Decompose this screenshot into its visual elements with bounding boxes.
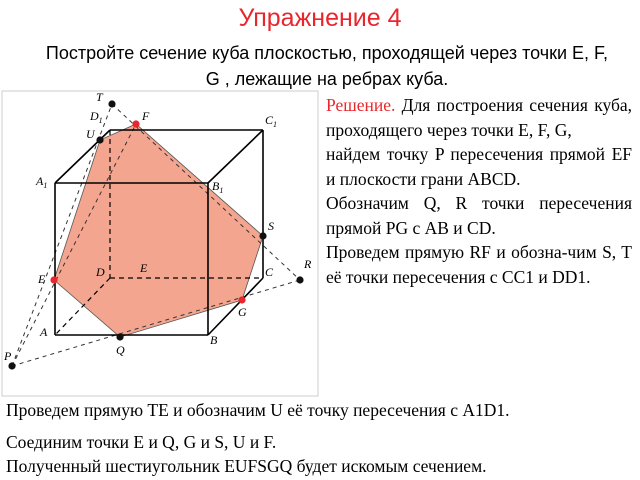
label-G: G xyxy=(238,305,247,319)
label-F: F xyxy=(142,109,150,123)
solution-text xyxy=(326,93,632,289)
cube-section-diagram xyxy=(0,88,322,400)
label-B: B xyxy=(210,333,218,347)
point-E xyxy=(50,276,57,283)
point-T xyxy=(108,100,115,107)
bottom-line-1: Проведем прямую TE и обозначим U её точку пересечения с A1D1. xyxy=(6,400,510,420)
solution-paragraph-3: Обозначим Q, R точки пересечения прямой PG с AB и CD. xyxy=(326,193,632,238)
label-A1: $A_1$ xyxy=(36,174,48,190)
point-Q xyxy=(116,333,123,340)
point-S xyxy=(259,232,266,239)
point-U xyxy=(96,136,103,143)
label-S: S xyxy=(268,219,274,233)
solution-heading: Решение. xyxy=(326,95,396,115)
label-C1: $C_1$ xyxy=(265,113,278,129)
exercise-title: Упражнение 4 xyxy=(238,4,402,32)
label-D: D xyxy=(96,265,105,279)
label-D1: $D_1$ xyxy=(90,109,103,125)
label-Q: Q xyxy=(116,343,125,357)
label-C: C xyxy=(265,265,274,279)
task-line-1: Постройте сечение куба плоскостью, проходящей через точки E, F, xyxy=(45,43,609,63)
point-P xyxy=(8,362,15,369)
label-E-back: E xyxy=(140,261,148,275)
bottom-line-2: Соединим точки E и Q, G и S, U и F. xyxy=(6,432,277,452)
label-T: T xyxy=(96,90,103,104)
task-line-2: G , лежащие на ребрах куба. xyxy=(205,69,449,89)
label-U: U xyxy=(86,127,95,141)
label-B1: $B_1$ xyxy=(212,179,224,195)
solution-paragraph-1 xyxy=(326,93,632,142)
solution-paragraph-4: Проведем прямую RF и обозна-чим S, T её точки пересечения с CC1 и DD1. xyxy=(326,242,632,287)
solution-p1-text: Для построения сечения куба, проходящего через точки E, F, G, xyxy=(326,95,633,140)
label-R: R xyxy=(304,257,312,271)
point-F xyxy=(132,120,139,127)
label-E: E xyxy=(38,272,46,286)
bottom-line-3: Полученный шестиугольник EUFSGQ будет искомым сечением. xyxy=(6,456,487,476)
label-A: A xyxy=(40,325,48,339)
point-R xyxy=(296,276,303,283)
point-G xyxy=(238,296,245,303)
label-P: P xyxy=(4,349,12,363)
solution-paragraph-2: найдем точку P пересечения прямой EF и плоскости грани ABCD. xyxy=(326,144,632,189)
task-statement xyxy=(24,40,630,92)
